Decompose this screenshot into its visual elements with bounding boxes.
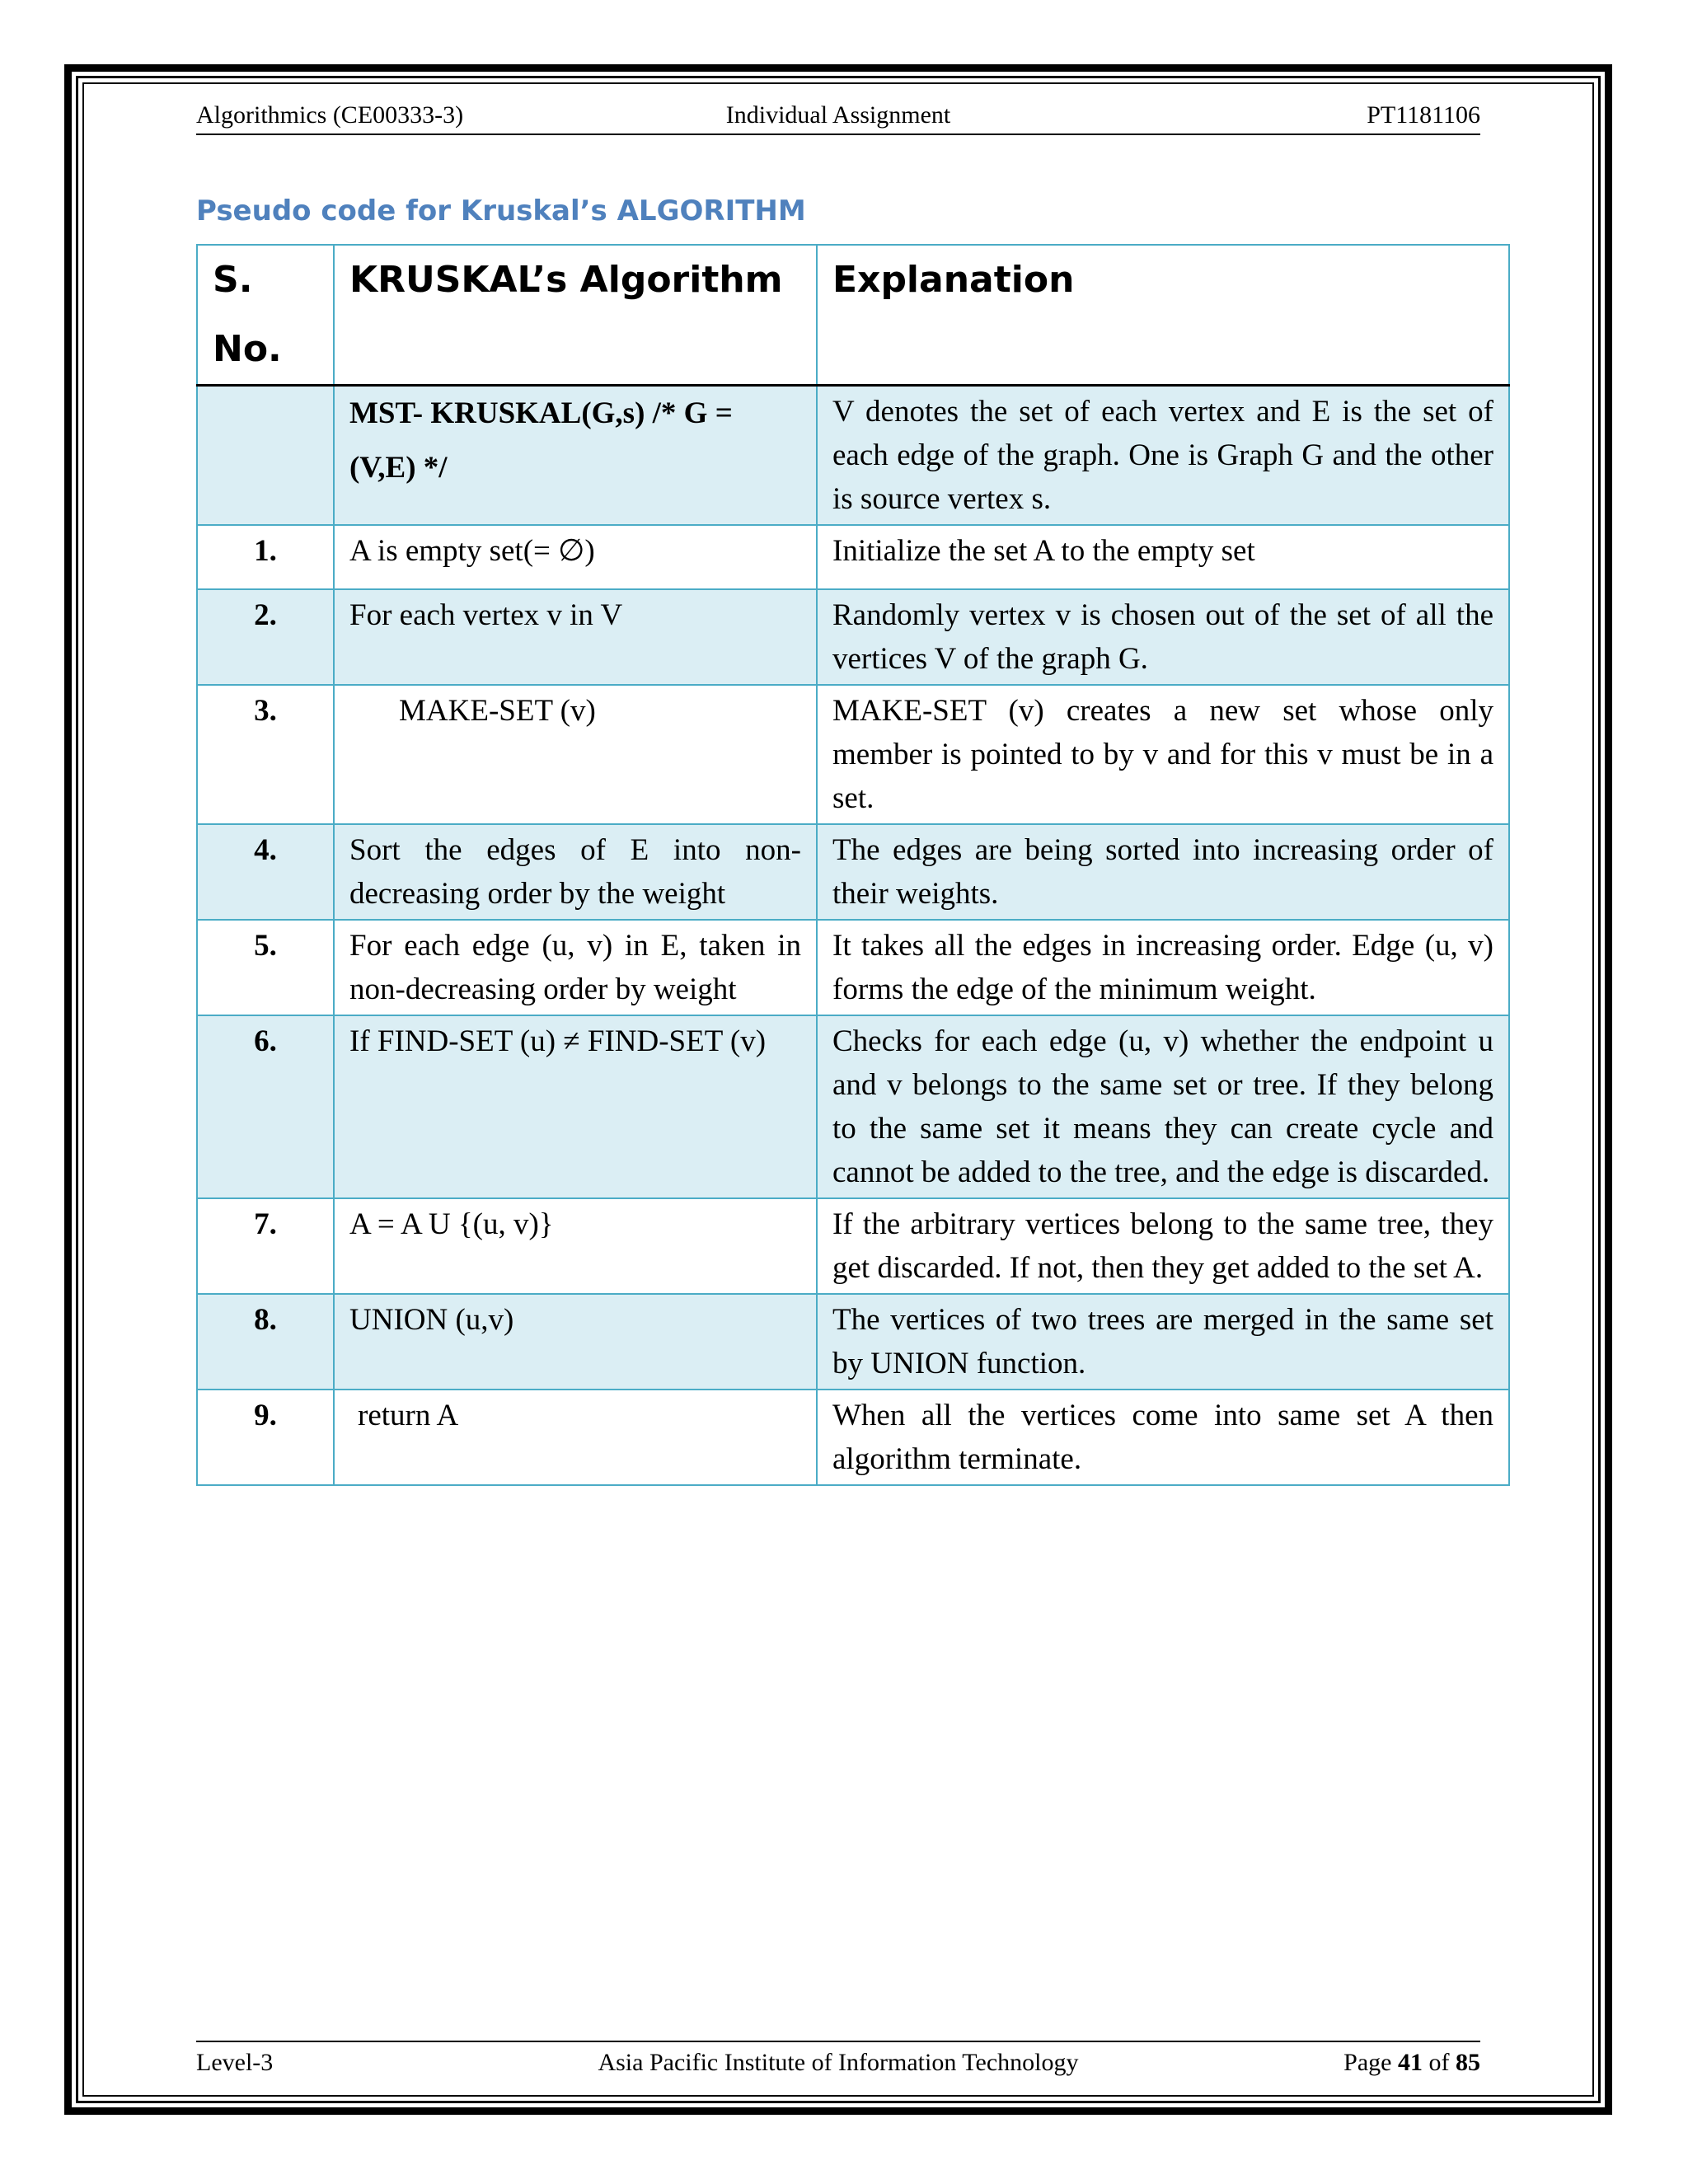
row-explanation: If the arbitrary vertices belong to the same tree, they get discarded. If not, then they get added to the set A. bbox=[817, 1198, 1509, 1294]
row-sno: 9. bbox=[197, 1390, 334, 1485]
row-algorithm-step: MAKE-SET (v) bbox=[334, 685, 817, 824]
row-sno: 4. bbox=[197, 824, 334, 920]
footer-institute: Asia Pacific Institute of Information Technology bbox=[598, 2049, 1079, 2076]
page-current: 41 bbox=[1398, 2049, 1423, 2076]
row-sno bbox=[197, 386, 334, 526]
table-row bbox=[197, 824, 1509, 920]
table-row bbox=[197, 386, 1509, 526]
row-algorithm-step: A = A U {(u, v)} bbox=[334, 1198, 817, 1294]
row-algorithm-step: UNION (u,v) bbox=[334, 1294, 817, 1390]
row-sno: 5. bbox=[197, 920, 334, 1015]
row-algorithm-step: If FIND-SET (u) ≠ FIND-SET (v) bbox=[334, 1015, 817, 1198]
table-header-row bbox=[197, 245, 1509, 386]
row-algorithm-step: return A bbox=[334, 1390, 817, 1485]
row-explanation: MAKE-SET (v) creates a new set whose only member is pointed to by v and for this v must be in a set. bbox=[817, 685, 1509, 824]
column-header-explanation: Explanation bbox=[817, 245, 1509, 386]
table-row bbox=[197, 1390, 1509, 1485]
row-explanation: When all the vertices come into same set A then algorithm terminate. bbox=[817, 1390, 1509, 1485]
row-explanation: Initialize the set A to the empty set bbox=[817, 525, 1509, 589]
row-sno: 8. bbox=[197, 1294, 334, 1390]
row-sno: 7. bbox=[197, 1198, 334, 1294]
kruskal-table bbox=[196, 244, 1510, 1486]
row-sno: 6. bbox=[197, 1015, 334, 1198]
row-explanation: Randomly vertex v is chosen out of the set of all the vertices V of the graph G. bbox=[817, 589, 1509, 685]
footer-page-number bbox=[1343, 2042, 1480, 2083]
row-sno: 2. bbox=[197, 589, 334, 685]
page-total: 85 bbox=[1456, 2049, 1480, 2076]
row-explanation: It takes all the edges in increasing order. Edge (u, v) forms the edge of the minimum weight. bbox=[817, 920, 1509, 1015]
section-heading: Pseudo code for Kruskal’s ALGORITHM bbox=[196, 194, 806, 227]
row-algorithm-step: Sort the edges of E into non-decreasing order by the weight bbox=[334, 824, 817, 920]
header-student-id: PT1181106 bbox=[1367, 101, 1480, 129]
page-of: of bbox=[1428, 2049, 1450, 2076]
table-row bbox=[197, 1015, 1509, 1198]
header-assignment: Individual Assignment bbox=[725, 101, 951, 129]
row-algorithm-step: A is empty set(= ∅) bbox=[334, 525, 817, 589]
column-header-sno: S. No. bbox=[197, 245, 334, 386]
row-algorithm-step: For each vertex v in V bbox=[334, 589, 817, 685]
table-row bbox=[197, 685, 1509, 824]
running-footer bbox=[196, 2041, 1480, 2085]
running-header bbox=[196, 97, 1480, 135]
footer-level: Level-3 bbox=[196, 2049, 274, 2076]
table-row bbox=[197, 525, 1509, 589]
row-algorithm-step: For each edge (u, v) in E, taken in non-decreasing order by weight bbox=[334, 920, 817, 1015]
table-row bbox=[197, 1198, 1509, 1294]
header-course: Algorithmics (CE00333-3) bbox=[196, 101, 464, 129]
table-row bbox=[197, 920, 1509, 1015]
row-explanation: Checks for each edge (u, v) whether the endpoint u and v belongs to the same set or tree. If they belong to the same set it means they can create cycle and cannot be added to the tree, and the edge is discarded. bbox=[817, 1015, 1509, 1198]
row-explanation: The vertices of two trees are merged in the same set by UNION function. bbox=[817, 1294, 1509, 1390]
page-prefix: Page bbox=[1343, 2049, 1392, 2076]
row-sno: 1. bbox=[197, 525, 334, 589]
column-header-algorithm: KRUSKAL’s Algorithm bbox=[334, 245, 817, 386]
table-row bbox=[197, 1294, 1509, 1390]
row-explanation: V denotes the set of each vertex and E is the set of each edge of the graph. One is Graph G and the other is source vertex s. bbox=[817, 386, 1509, 526]
row-sno: 3. bbox=[197, 685, 334, 824]
row-explanation: The edges are being sorted into increasing order of their weights. bbox=[817, 824, 1509, 920]
table-row bbox=[197, 589, 1509, 685]
row-algorithm-step: MST- KRUSKAL(G,s) /* G = (V,E) */ bbox=[334, 386, 817, 526]
